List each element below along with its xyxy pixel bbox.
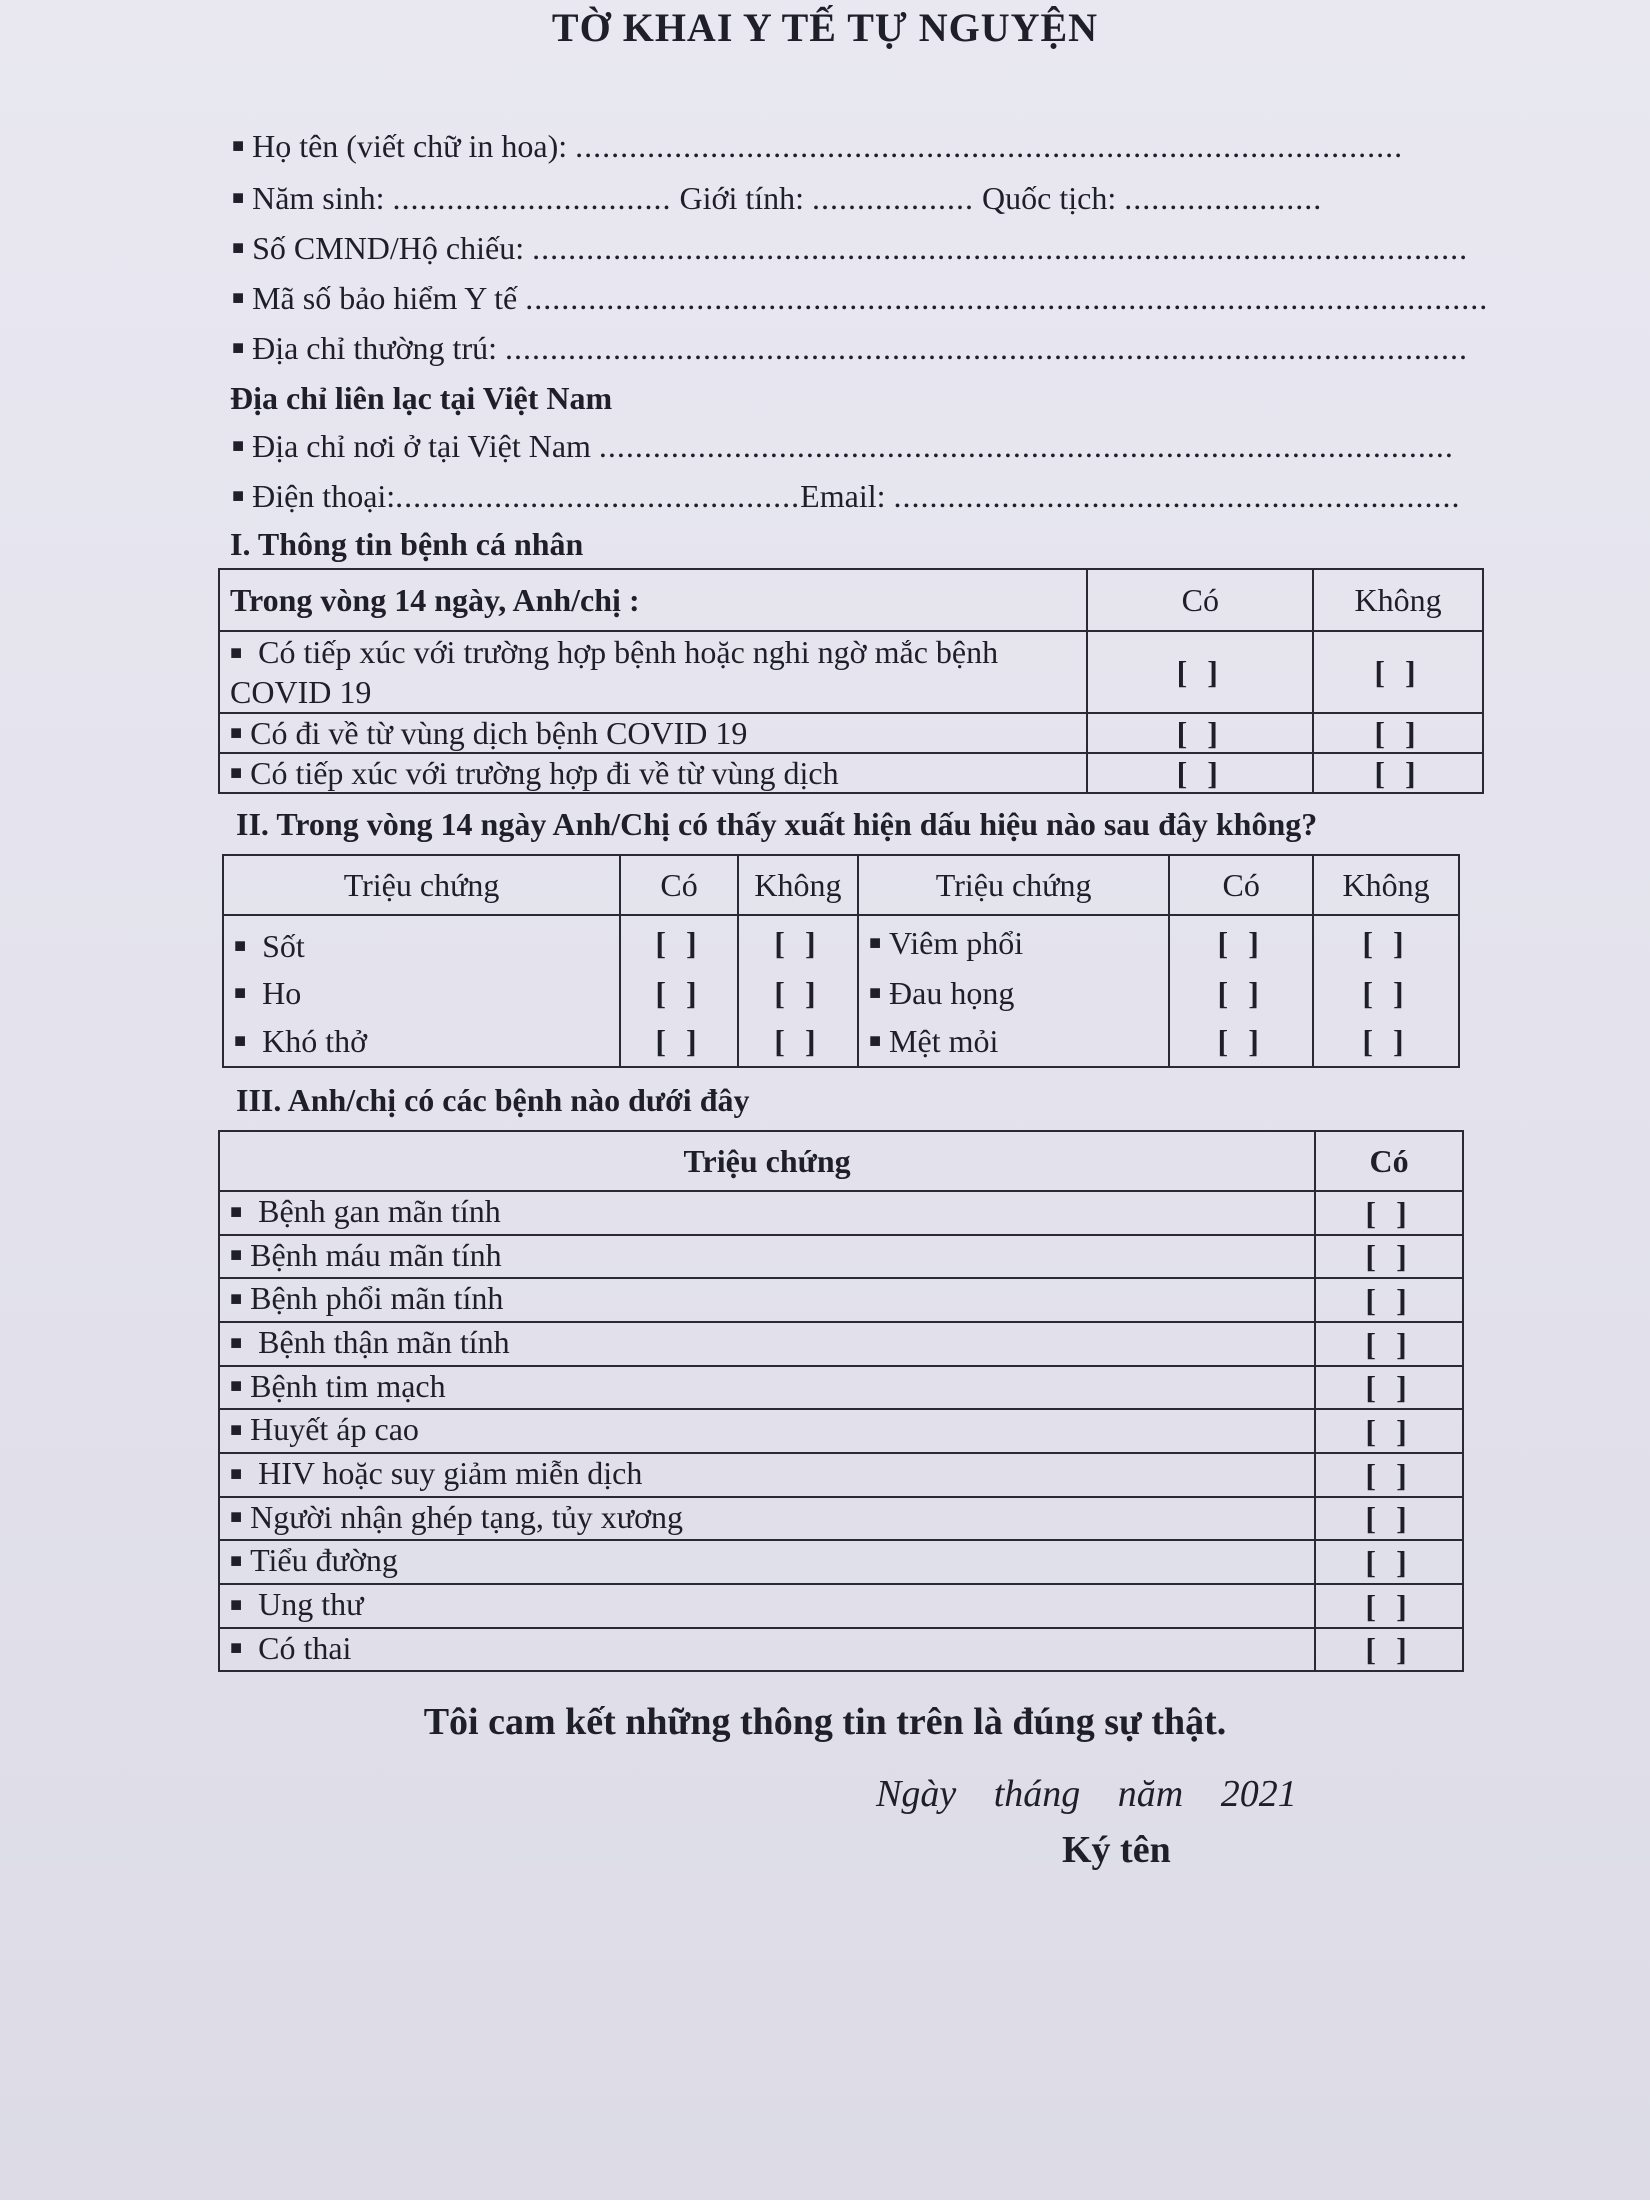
- yes-checkbox[interactable]: [ ]: [1315, 1191, 1463, 1235]
- table-row: [223, 915, 1459, 970]
- vn-address-input-line[interactable]: ...............................................................................................: [598, 428, 1454, 464]
- bullet-icon: ■: [230, 1244, 243, 1267]
- bullet-icon: ■: [230, 1549, 243, 1572]
- disease-cell: [219, 1322, 1315, 1366]
- bullet-icon: ■: [232, 237, 245, 260]
- yes-checkbox[interactable]: [ ]: [1315, 1628, 1463, 1672]
- symptom-text: Đau họng: [889, 974, 1015, 1011]
- name-field-row: [232, 128, 1403, 165]
- disease-cell: [219, 1191, 1315, 1235]
- table-row: [219, 1584, 1463, 1628]
- symptom-cell: [223, 915, 620, 970]
- table-row: [219, 1235, 1463, 1279]
- disease-text: Bệnh tim mạch: [250, 1367, 446, 1404]
- bullet-icon: ■: [230, 1375, 243, 1398]
- yes-checkbox[interactable]: [ ]: [1169, 970, 1313, 1016]
- disease-text: Ung thư: [258, 1585, 364, 1622]
- nationality-input-line[interactable]: ......................: [1124, 180, 1323, 216]
- no-checkbox[interactable]: [ ]: [1313, 753, 1483, 793]
- symptom-header-left: Triệu chứng: [223, 855, 620, 915]
- id-label: Số CMND/Hộ chiếu:: [252, 230, 525, 266]
- birth-year-label: Năm sinh:: [252, 180, 385, 216]
- yes-checkbox[interactable]: [ ]: [620, 970, 738, 1016]
- table-row: [219, 1191, 1463, 1235]
- bullet-icon: ■: [234, 981, 247, 1004]
- no-checkbox[interactable]: [ ]: [1313, 970, 1459, 1016]
- yes-checkbox[interactable]: [ ]: [1315, 1540, 1463, 1584]
- table-row: [219, 1278, 1463, 1322]
- question-text: Có tiếp xúc với trường hợp bệnh hoặc nghi ngờ mắc bệnh COVID 19: [230, 634, 999, 710]
- yes-checkbox[interactable]: [ ]: [1169, 915, 1313, 970]
- bullet-icon: ■: [230, 1287, 243, 1310]
- commitment-statement: Tôi cam kết những thông tin trên là đúng sự thật.: [423, 1701, 1227, 1743]
- yes-checkbox[interactable]: [ ]: [620, 915, 738, 970]
- bullet-icon: ■: [232, 435, 245, 458]
- table-row: [223, 970, 1459, 1016]
- bullet-icon: ■: [232, 135, 245, 158]
- disease-cell: [219, 1540, 1315, 1584]
- symptom-cell: [858, 1016, 1169, 1067]
- question-text: Có đi về từ vùng dịch bệnh COVID 19: [250, 714, 748, 751]
- date-line: Ngày tháng năm 2021: [876, 1773, 1297, 1815]
- yes-checkbox[interactable]: [ ]: [1315, 1409, 1463, 1453]
- bullet-icon: ■: [230, 641, 243, 664]
- email-input-line[interactable]: ...............................................................: [893, 478, 1461, 514]
- section1-header-cell: Trong vòng 14 ngày, Anh/chị :: [219, 569, 1087, 631]
- bullet-icon: ■: [232, 287, 245, 310]
- permanent-address-input-line[interactable]: ...........................................................................................................: [504, 330, 1468, 366]
- yes-header-right: Có: [1169, 855, 1313, 915]
- yes-header: Có: [1315, 1131, 1463, 1191]
- disease-cell: [219, 1409, 1315, 1453]
- email-label: Email:: [800, 478, 886, 514]
- permanent-address-label: Địa chỉ thường trú:: [252, 330, 497, 366]
- disease-cell: [219, 1366, 1315, 1410]
- table-row: [223, 1016, 1459, 1067]
- yes-checkbox[interactable]: [ ]: [1087, 631, 1313, 713]
- yes-checkbox[interactable]: [ ]: [1315, 1497, 1463, 1541]
- disease-cell: [219, 1628, 1315, 1672]
- table-header-row: [219, 569, 1483, 631]
- no-checkbox[interactable]: [ ]: [738, 915, 858, 970]
- bullet-icon: ■: [230, 1331, 243, 1354]
- disease-cell: [219, 1235, 1315, 1279]
- section3-heading: III. Anh/chị có các bệnh nào dưới đây: [236, 1082, 750, 1118]
- yes-checkbox[interactable]: [ ]: [1315, 1235, 1463, 1279]
- signature-label: Ký tên: [1062, 1829, 1171, 1871]
- phone-input-line[interactable]: .............................................: [395, 478, 801, 514]
- symptom-cell: [223, 970, 620, 1016]
- table-row: [219, 1540, 1463, 1584]
- table-header-row: [219, 1131, 1463, 1191]
- disease-cell: [219, 1584, 1315, 1628]
- disease-text: Bệnh máu mãn tính: [250, 1236, 502, 1273]
- gender-input-line[interactable]: ..................: [812, 180, 975, 216]
- bullet-icon: ■: [230, 1200, 243, 1223]
- yes-checkbox[interactable]: [ ]: [1315, 1366, 1463, 1410]
- vn-address-label: Địa chỉ nơi ở tại Việt Nam: [252, 428, 591, 464]
- bullet-icon: ■: [230, 1506, 243, 1529]
- yes-checkbox[interactable]: [ ]: [1315, 1278, 1463, 1322]
- vn-address-field-row: [232, 428, 1454, 465]
- disease-text: Có thai: [258, 1629, 352, 1666]
- nationality-label: Quốc tịch:: [982, 180, 1117, 216]
- question-cell: [219, 713, 1087, 753]
- bullet-icon: ■: [232, 485, 245, 508]
- table-row: [219, 713, 1483, 753]
- no-checkbox[interactable]: [ ]: [1313, 1016, 1459, 1067]
- form-title: TỜ KHAI Y TẾ TỰ NGUYỆN: [551, 5, 1099, 50]
- section2-heading: II. Trong vòng 14 ngày Anh/Chị có thấy xuất hiện dấu hiệu nào sau đây không?: [236, 806, 1318, 842]
- bullet-icon: ■: [230, 721, 243, 744]
- yes-header-left: Có: [620, 855, 738, 915]
- section1-heading: I. Thông tin bệnh cá nhân: [230, 526, 584, 562]
- symptom-text: Viêm phổi: [889, 924, 1024, 961]
- disease-cell: [219, 1278, 1315, 1322]
- question-text: Có tiếp xúc với trường hợp đi về từ vùng dịch: [250, 754, 839, 791]
- bullet-icon: ■: [230, 1418, 243, 1441]
- disease-text: Tiểu đường: [250, 1542, 398, 1579]
- table-row: [219, 753, 1483, 793]
- table-header-row: [223, 855, 1459, 915]
- symptom-text: Khó thở: [262, 1022, 368, 1059]
- disease-header: Triệu chứng: [219, 1131, 1315, 1191]
- no-checkbox[interactable]: [ ]: [1313, 713, 1483, 753]
- no-checkbox[interactable]: [ ]: [738, 1016, 858, 1067]
- symptom-text: Ho: [262, 974, 302, 1011]
- yes-checkbox[interactable]: [ ]: [1315, 1322, 1463, 1366]
- question-cell: [219, 753, 1087, 793]
- no-checkbox[interactable]: [ ]: [1313, 915, 1459, 970]
- disease-text: Bệnh thận mãn tính: [258, 1323, 510, 1360]
- table-row: [219, 1497, 1463, 1541]
- bullet-icon: ■: [230, 761, 243, 784]
- section1-table: [218, 568, 1484, 794]
- yes-checkbox[interactable]: [ ]: [620, 1016, 738, 1067]
- phone-email-row: [232, 478, 1460, 515]
- table-row: [219, 1453, 1463, 1497]
- symptom-cell: [858, 970, 1169, 1016]
- disease-text: Huyết áp cao: [250, 1411, 419, 1448]
- disease-text: HIV hoặc suy giảm miễn dịch: [258, 1454, 643, 1491]
- birth-year-input-line[interactable]: ...............................: [392, 180, 672, 216]
- name-input-line[interactable]: ............................................................................................: [575, 128, 1404, 164]
- bullet-icon: ■: [234, 934, 247, 957]
- bullet-icon: ■: [230, 1593, 243, 1616]
- symptom-text: Sốt: [262, 927, 305, 964]
- bullet-icon: ■: [230, 1462, 243, 1485]
- id-input-line[interactable]: ........................................................................................................: [532, 230, 1469, 266]
- question-cell: [219, 631, 1087, 713]
- id-field-row: [232, 230, 1468, 267]
- insurance-field-row: [232, 280, 1488, 317]
- insurance-input-line[interactable]: ...........................................................................................................: [525, 280, 1489, 316]
- name-label: Họ tên (viết chữ in hoa):: [252, 128, 568, 164]
- no-checkbox[interactable]: [ ]: [738, 970, 858, 1016]
- table-row: [219, 1409, 1463, 1453]
- gender-label: Giới tính:: [679, 180, 805, 216]
- bullet-icon: ■: [232, 187, 245, 210]
- no-header: Không: [1313, 569, 1483, 631]
- symptom-cell: [858, 915, 1169, 970]
- table-row: [219, 1366, 1463, 1410]
- symptom-cell: [223, 1016, 620, 1067]
- table-row: [219, 1322, 1463, 1366]
- no-header-left: Không: [738, 855, 858, 915]
- disease-cell: [219, 1453, 1315, 1497]
- yes-checkbox[interactable]: [ ]: [1315, 1453, 1463, 1497]
- symptom-header-right: Triệu chứng: [858, 855, 1169, 915]
- phone-label: Điện thoại:: [252, 478, 396, 514]
- no-checkbox[interactable]: [ ]: [1313, 631, 1483, 713]
- yes-checkbox[interactable]: [ ]: [1087, 753, 1313, 793]
- permanent-address-field-row: [232, 330, 1468, 367]
- disease-text: Bệnh phổi mãn tính: [250, 1280, 504, 1317]
- yes-header: Có: [1087, 569, 1313, 631]
- disease-text: Bệnh gan mãn tính: [258, 1193, 501, 1229]
- section2-table: [222, 854, 1460, 1068]
- bullet-icon: ■: [868, 981, 882, 1004]
- birth-gender-nationality-row: [232, 180, 1322, 217]
- disease-cell: [219, 1497, 1315, 1541]
- yes-checkbox[interactable]: [ ]: [1315, 1584, 1463, 1628]
- disease-text: Người nhận ghép tạng, tủy xương: [250, 1498, 684, 1535]
- no-header-right: Không: [1313, 855, 1459, 915]
- bullet-icon: ■: [868, 931, 882, 954]
- table-row: [219, 631, 1483, 713]
- contact-heading: Địa chỉ liên lạc tại Việt Nam: [230, 380, 613, 416]
- bullet-icon: ■: [868, 1029, 882, 1052]
- bullet-icon: ■: [232, 337, 245, 360]
- bullet-icon: ■: [234, 1029, 247, 1052]
- yes-checkbox[interactable]: [ ]: [1087, 713, 1313, 753]
- yes-checkbox[interactable]: [ ]: [1169, 1016, 1313, 1067]
- table-row: [219, 1628, 1463, 1672]
- symptom-text: Mệt mỏi: [889, 1022, 999, 1059]
- bullet-icon: ■: [230, 1637, 243, 1660]
- insurance-label: Mã số bảo hiểm Y tế: [252, 280, 518, 316]
- section3-table: [218, 1130, 1464, 1672]
